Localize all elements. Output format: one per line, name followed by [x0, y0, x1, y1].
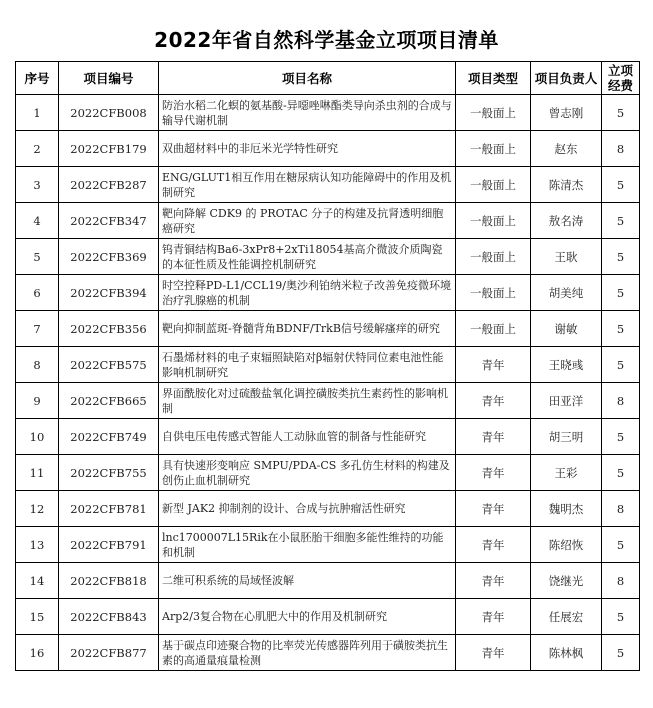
cell-fund: 8: [602, 563, 640, 599]
cell-project-name: 靶向抑制蓝斑-脊髓背角BDNF/TrkB信号缓解瘙痒的研究: [159, 311, 456, 347]
cell-serial: 12: [16, 491, 59, 527]
cell-code: 2022CFB356: [59, 311, 159, 347]
cell-leader: 任展宏: [531, 599, 602, 635]
cell-leader: 陈绍恢: [531, 527, 602, 563]
cell-type: 一般面上: [456, 311, 531, 347]
cell-leader: 敖名涛: [531, 203, 602, 239]
cell-type: 青年: [456, 419, 531, 455]
cell-fund: 5: [602, 275, 640, 311]
cell-code: 2022CFB791: [59, 527, 159, 563]
header-type: 项目类型: [456, 62, 531, 95]
cell-code: 2022CFB781: [59, 491, 159, 527]
cell-fund: 5: [602, 347, 640, 383]
project-table: [15, 61, 640, 671]
cell-project-name: 具有快速形变响应 SMPU/PDA-CS 多孔仿生材料的构建及创伤止血机制研究: [159, 455, 456, 491]
cell-leader: 胡三明: [531, 419, 602, 455]
table-row: [16, 131, 640, 167]
cell-serial: 15: [16, 599, 59, 635]
cell-type: 一般面上: [456, 167, 531, 203]
table-row: [16, 563, 640, 599]
cell-project-name: 时空控释PD-L1/CCL19/奥沙利铂纳米粒子改善免疫微环境治疗乳腺癌的机制: [159, 275, 456, 311]
cell-type: 青年: [456, 347, 531, 383]
header-leader: 项目负责人: [531, 62, 602, 95]
table-row: [16, 347, 640, 383]
table-row: [16, 527, 640, 563]
cell-project-name: 靶向降解 CDK9 的 PROTAC 分子的构建及抗肾透明细胞癌研究: [159, 203, 456, 239]
cell-fund: 5: [602, 599, 640, 635]
cell-leader: 王晓彧: [531, 347, 602, 383]
cell-project-name: 钨青铜结构Ba6-3xPr8+2xTi18054基高介微波介质陶瓷的本征性质及性能调控机制研究: [159, 239, 456, 275]
cell-serial: 5: [16, 239, 59, 275]
cell-serial: 11: [16, 455, 59, 491]
cell-fund: 5: [602, 311, 640, 347]
cell-leader: 胡美纯: [531, 275, 602, 311]
page-title: 2022年省自然科学基金立项项目清单: [154, 28, 499, 52]
table-row: [16, 455, 640, 491]
table-row: [16, 311, 640, 347]
cell-leader: 曾志刚: [531, 95, 602, 131]
cell-leader: 陈林枫: [531, 635, 602, 671]
cell-fund: 5: [602, 419, 640, 455]
cell-project-name: 界面酰胺化对过硫酸盐氧化调控磺胺类抗生素药性的影响机制: [159, 383, 456, 419]
cell-type: 青年: [456, 527, 531, 563]
cell-leader: 陈清杰: [531, 167, 602, 203]
cell-project-name: 新型 JAK2 抑制剂的设计、合成与抗肿瘤活性研究: [159, 491, 456, 527]
cell-type: 一般面上: [456, 275, 531, 311]
cell-fund: 8: [602, 491, 640, 527]
cell-serial: 7: [16, 311, 59, 347]
table-row: [16, 599, 640, 635]
cell-type: 青年: [456, 383, 531, 419]
cell-leader: 王耿: [531, 239, 602, 275]
table-header-row: [16, 62, 640, 95]
cell-project-name: 二维可积系统的局域怪波解: [159, 563, 456, 599]
cell-serial: 9: [16, 383, 59, 419]
table-row: [16, 203, 640, 239]
table-row: [16, 275, 640, 311]
cell-code: 2022CFB818: [59, 563, 159, 599]
cell-serial: 16: [16, 635, 59, 671]
cell-code: 2022CFB369: [59, 239, 159, 275]
cell-code: 2022CFB755: [59, 455, 159, 491]
cell-serial: 6: [16, 275, 59, 311]
cell-code: 2022CFB877: [59, 635, 159, 671]
cell-leader: 王彩: [531, 455, 602, 491]
header-name: 项目名称: [159, 62, 456, 95]
cell-type: 一般面上: [456, 239, 531, 275]
cell-code: 2022CFB575: [59, 347, 159, 383]
cell-code: 2022CFB008: [59, 95, 159, 131]
cell-leader: 田亚洋: [531, 383, 602, 419]
cell-fund: 5: [602, 95, 640, 131]
cell-code: 2022CFB749: [59, 419, 159, 455]
cell-serial: 13: [16, 527, 59, 563]
cell-project-name: Arp2/3复合物在心肌肥大中的作用及机制研究: [159, 599, 456, 635]
cell-leader: 魏明杰: [531, 491, 602, 527]
cell-type: 青年: [456, 491, 531, 527]
cell-project-name: 防治水稻二化螟的氨基酸-异噁唑啉酯类导向杀虫剂的合成与输导代谢机制: [159, 95, 456, 131]
table-row: [16, 95, 640, 131]
cell-project-name: lnc1700007L15Rik在小鼠胚胎干细胞多能性维持的功能和机制: [159, 527, 456, 563]
cell-fund: 5: [602, 527, 640, 563]
cell-project-name: 自供电压电传感式智能人工动脉血管的制备与性能研究: [159, 419, 456, 455]
cell-serial: 2: [16, 131, 59, 167]
table-row: [16, 383, 640, 419]
header-fund: 立项经费: [602, 62, 640, 95]
cell-fund: 8: [602, 131, 640, 167]
cell-fund: 5: [602, 203, 640, 239]
cell-fund: 5: [602, 635, 640, 671]
cell-fund: 8: [602, 383, 640, 419]
cell-serial: 4: [16, 203, 59, 239]
cell-project-name: 石墨烯材料的电子束辐照缺陷对β辐射伏特同位素电池性能影响机制研究: [159, 347, 456, 383]
cell-code: 2022CFB347: [59, 203, 159, 239]
cell-serial: 10: [16, 419, 59, 455]
cell-leader: 谢敏: [531, 311, 602, 347]
cell-fund: 5: [602, 455, 640, 491]
cell-type: 青年: [456, 563, 531, 599]
header-code: 项目编号: [59, 62, 159, 95]
cell-code: 2022CFB179: [59, 131, 159, 167]
table-row: [16, 419, 640, 455]
cell-serial: 14: [16, 563, 59, 599]
cell-fund: 5: [602, 167, 640, 203]
cell-serial: 1: [16, 95, 59, 131]
table-row: [16, 491, 640, 527]
cell-code: 2022CFB287: [59, 167, 159, 203]
cell-type: 一般面上: [456, 203, 531, 239]
cell-code: 2022CFB665: [59, 383, 159, 419]
cell-leader: 赵东: [531, 131, 602, 167]
table-row: [16, 167, 640, 203]
cell-code: 2022CFB843: [59, 599, 159, 635]
cell-type: 青年: [456, 635, 531, 671]
cell-serial: 3: [16, 167, 59, 203]
cell-project-name: 基于碳点印迹聚合物的比率荧光传感器阵列用于磺胺类抗生素的高通量痕量检测: [159, 635, 456, 671]
cell-type: 青年: [456, 455, 531, 491]
cell-project-name: 双曲超材料中的非厄米光学特性研究: [159, 131, 456, 167]
cell-project-name: ENG/GLUT1相互作用在糖尿病认知功能障碍中的作用及机制研究: [159, 167, 456, 203]
table-row: [16, 239, 640, 275]
cell-type: 一般面上: [456, 131, 531, 167]
cell-code: 2022CFB394: [59, 275, 159, 311]
cell-type: 青年: [456, 599, 531, 635]
cell-serial: 8: [16, 347, 59, 383]
cell-fund: 5: [602, 239, 640, 275]
cell-leader: 饶继光: [531, 563, 602, 599]
cell-type: 一般面上: [456, 95, 531, 131]
table-row: [16, 635, 640, 671]
header-serial: 序号: [16, 62, 59, 95]
